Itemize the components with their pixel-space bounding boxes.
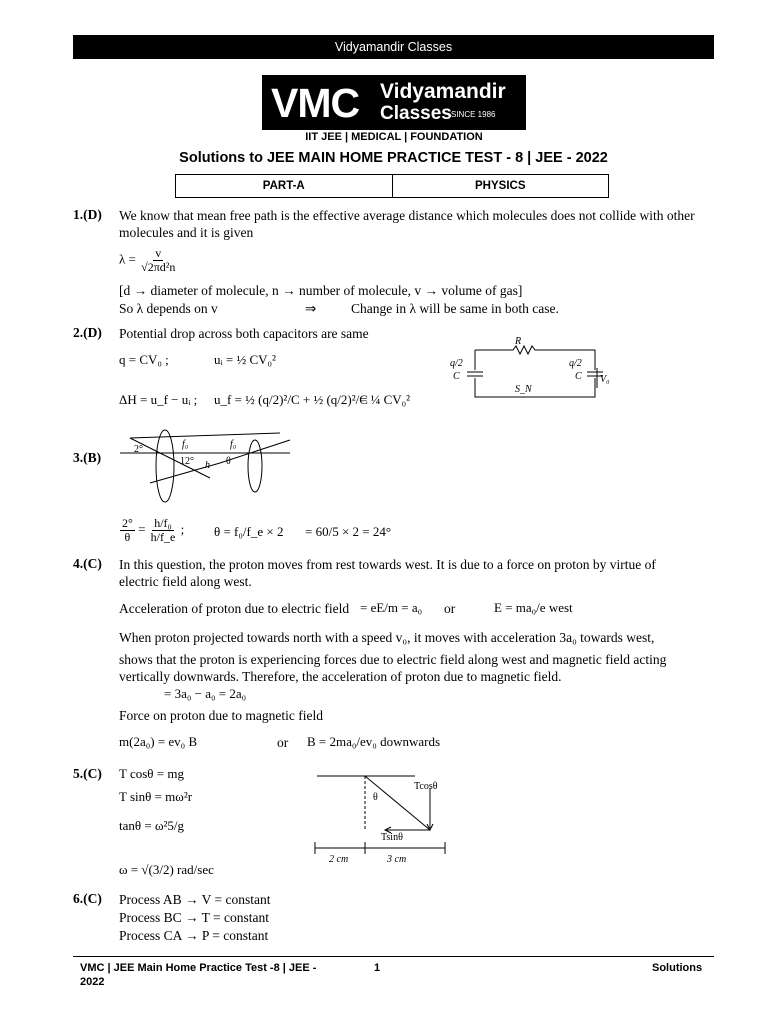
- q2-eq5: = ¼ CV₀²: [360, 392, 411, 407]
- q1-line2: molecules and it is given: [119, 225, 254, 240]
- q5-eq3: tanθ = ω²5/g: [119, 818, 185, 833]
- q3-eq1-lhs: 2°: [122, 516, 133, 530]
- q2-eq3: ΔH = u_f − uᵢ ;: [119, 392, 198, 407]
- q6-number: 6.(C): [73, 891, 102, 906]
- q2-line1: Potential drop across both capacitors are same: [119, 326, 369, 341]
- capacitor-circuit-figure: [445, 330, 615, 405]
- lens-label-f0-right: f₀: [230, 439, 237, 450]
- q1-conclusion: Change in λ will be same in both case.: [351, 301, 559, 316]
- q2-number: 2.(D): [73, 325, 102, 340]
- footer-right: Solutions: [652, 962, 703, 974]
- q3-number: 3.(B): [73, 450, 102, 465]
- circuit-label-switch: S_N: [515, 384, 532, 395]
- q4-force-eq: m(2a₀) = ev₀ B: [119, 734, 198, 749]
- pendulum-label-2cm: 2 cm: [329, 854, 349, 865]
- q5-number: 5.(C): [73, 766, 102, 781]
- lens-figure: [120, 428, 300, 504]
- q5-eq2: T sinθ = mω²r: [119, 789, 193, 804]
- q4-or: or: [444, 601, 456, 616]
- q4-line1: In this question, the proton moves from rest towards west. It is due to a force on proton by virtue of: [119, 557, 656, 572]
- q3-eq3: = 60/5 × 2 = 24°: [305, 524, 392, 539]
- circuit-label-r: R: [515, 336, 522, 347]
- q5-eq1: T cosθ = mg: [119, 766, 184, 781]
- q3-eq1-den: h/f_e: [150, 530, 176, 544]
- q1-formula: [119, 247, 177, 274]
- q3-eq2: θ = f₀/f_e × 2: [214, 524, 284, 539]
- lens-label-angle-2: 2°: [134, 444, 143, 455]
- q4-line3: When proton projected towards north with a speed v₀, it moves with acceleration 3a₀ towards west,: [119, 630, 655, 645]
- q4-line5: vertically downwards. Therefore, the acceleration of proton due to magnetic field.: [119, 669, 562, 684]
- q2-eq2: uᵢ = ½ CV₀²: [214, 352, 276, 367]
- q1-formula-den: √2πd²n: [141, 260, 176, 274]
- q1-formula-num: v: [155, 246, 162, 260]
- tagline: IIT JEE | MEDICAL | FOUNDATION: [305, 131, 483, 143]
- q4-line2: electric field along west.: [119, 574, 252, 589]
- q2-eq1: q = CV₀ ;: [119, 352, 169, 367]
- circuit-label-c-left: C: [453, 371, 460, 382]
- q1-formula-lhs: λ =: [119, 251, 136, 267]
- logo-line1: Vidyamandir: [380, 80, 506, 103]
- lens-label-h: h: [205, 460, 210, 471]
- part-table: [175, 174, 609, 198]
- pendulum-label-theta: θ: [373, 792, 378, 803]
- q4-b-eq: B = 2ma₀/ev₀ downwards: [307, 734, 441, 749]
- part-cell: PART-A: [176, 175, 393, 197]
- q6-line1: Process AB → V = constant: [119, 892, 271, 907]
- q1-so: So λ depends on v: [119, 301, 218, 316]
- q4-line6: = 3a₀ − a₀ = 2a₀: [164, 686, 247, 701]
- logo-vmc-text: VMC: [271, 80, 360, 126]
- pendulum-label-3cm: 3 cm: [387, 854, 407, 865]
- circuit-label-c-right: C: [575, 371, 582, 382]
- q3-eq1: $\frac{2^\circ}{\theta}$ = $\frac{\text{h/f₀}}{h/f\_e}$ ;: [122, 516, 185, 544]
- pendulum-label-tsin: Tsinθ: [381, 832, 403, 843]
- pendulum-label-tcos: Tcosθ: [414, 781, 438, 792]
- q6-line3: Process CA → P = constant: [119, 928, 269, 943]
- circuit-label-q2-right: q/2: [569, 358, 582, 369]
- q1-line1: We know that mean free path is the effective average distance which molecules does not collide with other: [119, 208, 695, 223]
- q5-eq4: ω = √(3/2) rad/sec: [119, 862, 214, 877]
- logo-line2: Classes: [380, 103, 452, 124]
- logo-since: SINCE 1986: [451, 110, 496, 119]
- lens-label-theta: θ: [226, 456, 231, 467]
- q4-or2: or: [277, 735, 289, 750]
- q3-eq1-num: h/f₀: [154, 516, 172, 530]
- q4-accel-eq: = eE/m = a₀: [360, 600, 423, 615]
- lens-label-angle-12: 12°: [180, 456, 194, 467]
- q4-e-eq: E = ma₀/e west: [494, 600, 573, 615]
- q1-legend: [d → diameter of molecule, n → number of molecule, v → volume of gas]: [119, 283, 523, 298]
- q4-line7: Force on proton due to magnetic field: [119, 708, 323, 723]
- subject-cell: PHYSICS: [475, 180, 526, 192]
- header-bar: Vidyamandir Classes: [73, 35, 714, 59]
- footer-page-number: 1: [374, 962, 381, 974]
- footer-left-line2: 2022: [80, 976, 105, 988]
- footer-divider: [73, 956, 714, 957]
- circuit-label-q2-left: q/2: [450, 358, 463, 369]
- q4-number: 4.(C): [73, 556, 102, 571]
- q6-line2: Process BC → T = constant: [119, 910, 269, 925]
- q2-eq4: u_f = ½ (q/2)²/C + ½ (q/2)²/C: [214, 392, 368, 407]
- q4-line4: shows that the proton is experiencing forces due to electric field along west and magnetic field acting: [119, 652, 667, 667]
- q3-eq1-lhs-den: θ: [124, 530, 131, 544]
- q1-number: 1.(D): [73, 207, 102, 222]
- footer-left-line1: VMC | JEE Main Home Practice Test -8 | JEE -: [80, 962, 317, 974]
- circuit-label-v0: V₀: [600, 374, 610, 385]
- q1-arrow: ⇒: [305, 301, 317, 316]
- q4-accel-text: Acceleration of proton due to electric field: [119, 601, 350, 616]
- lens-label-f0-left: f₀: [182, 439, 189, 450]
- page-title: Solutions to JEE MAIN HOME PRACTICE TEST - 8 | JEE - 2022: [179, 150, 608, 166]
- pendulum-figure: [305, 768, 455, 866]
